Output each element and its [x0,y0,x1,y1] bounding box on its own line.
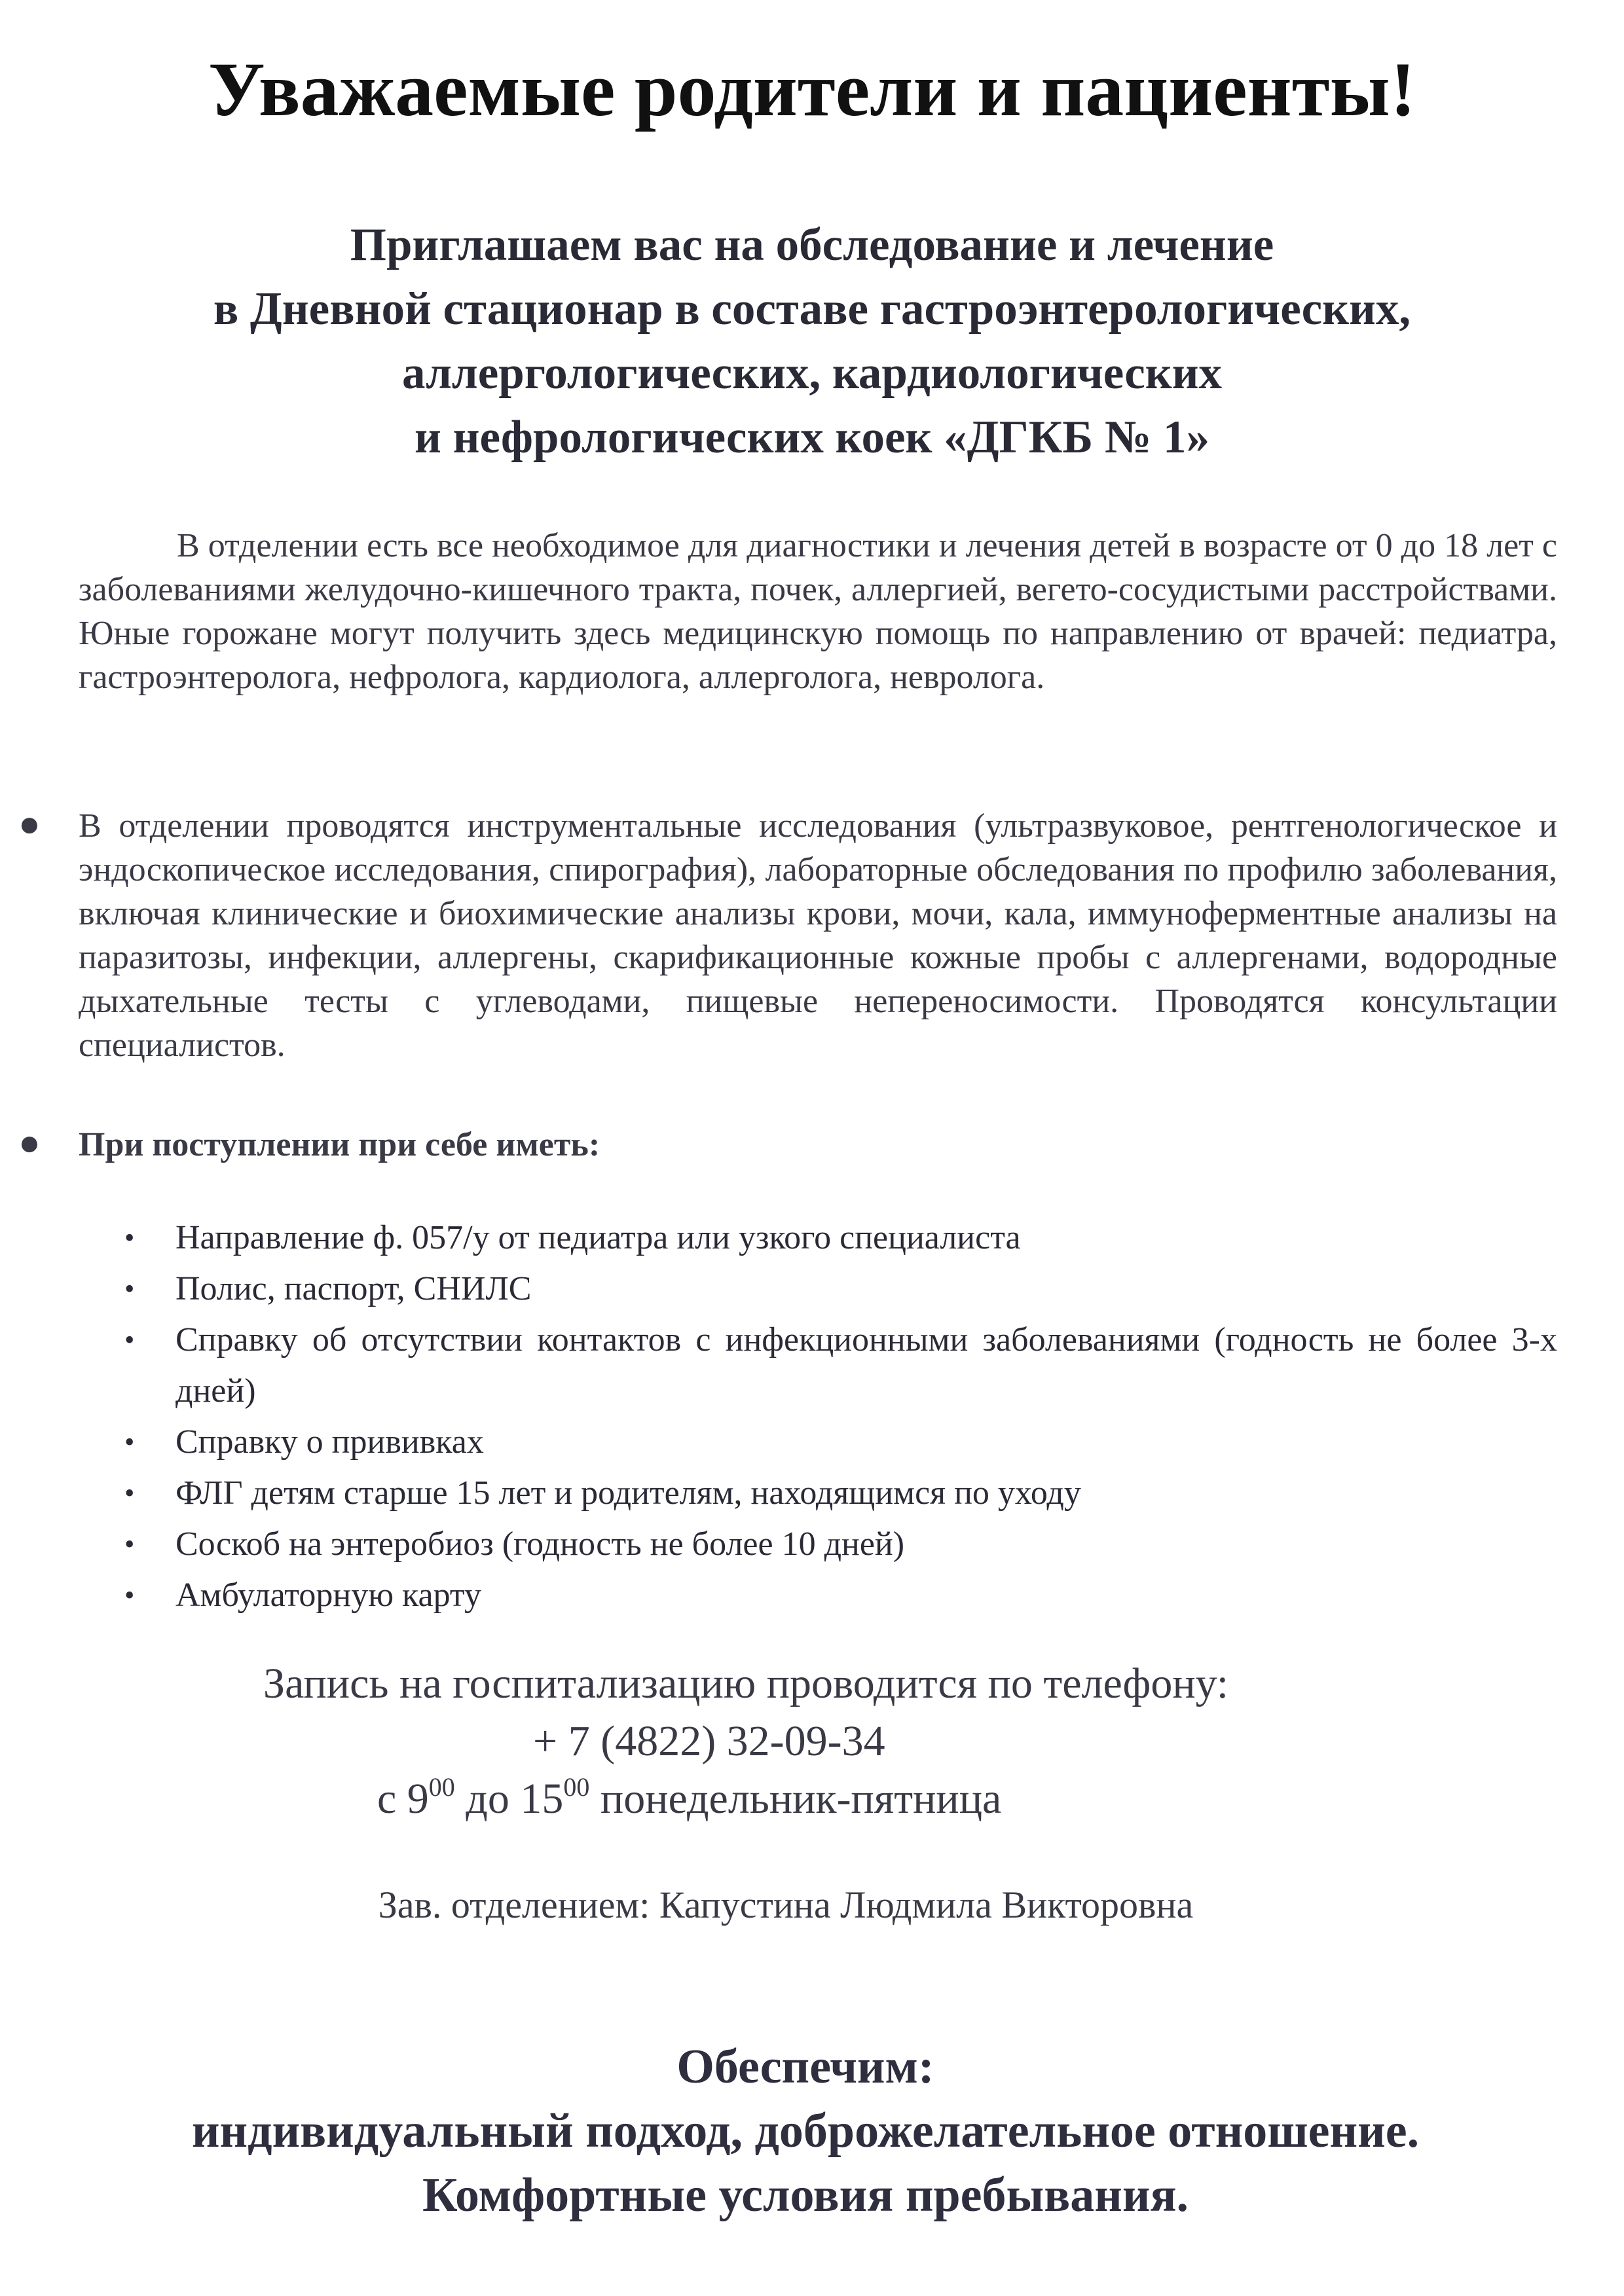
promise-line: Обеспечим: [676,2040,934,2094]
promise-line: индивидуальный подход, доброжелательное отношение. [191,2104,1420,2158]
list-item [124,1519,1557,1570]
phone-number: + 7 (4822) 32-09-34 [533,1717,885,1765]
list-item [124,1264,1557,1315]
research-paragraph: В отделении проводятся инструментальные исследования (ультразвуковое, рентгенологическое и эндоскопическое исследования, спирография), лабораторные обследования по профилю заболевания, включая клинические и биохимические анализы крови, мочи, кала, иммуноферментные анализы на паразитозы, инфекции, аллергены, скарификационные кожные пробы с аллергенами, водородные дыхательные тесты с углеводами, пищевые непереносимости. Проводятся консультации специалистов. [79,807,1557,1064]
requirement-text: Соскоб на энтеробиоз (годность не более 10 дней) [175,1525,905,1563]
intro-paragraph: В отделении есть все необходимое для диагностики и лечения детей в возрасте от 0 до 18 лет с заболеваниями желудочно-кишечного тракта, почек, аллергией, вегето-сосудистыми расстройствами. Юные горожане могут получить здесь медицинскую помощь по направлению от врачей: педиатра, гастроэнтеролога, нефролога, кардиолога, аллерголога, невролога. [79,527,1557,696]
hours-start-minutes: 00 [428,1772,455,1802]
list-item [124,1212,1557,1264]
list-item [124,1417,1557,1468]
bullet-icon: • [124,1426,135,1458]
promise-line: Комфортные условия пребывания. [422,2168,1189,2222]
list-item [124,1468,1557,1519]
subtitle-line: Приглашаем вас на обследование и лечение [350,219,1274,270]
requirement-text: Направление ф. 057/у от педиатра или узкого специалиста [175,1219,1021,1256]
list-item [124,1570,1557,1621]
bullet-icon: • [124,1477,135,1509]
bring-heading: При поступлении при себе иметь: [79,1126,600,1163]
requirement-text: Справку об отсутствии контактов с инфекционными заболеваниями (годность не более 3-х дней) [175,1321,1557,1410]
subtitle-line: аллергологических, кардиологических [401,348,1223,399]
subtitle-block [79,213,1545,469]
subtitle-line: и нефрологических коек «ДГКБ № 1» [414,412,1210,463]
working-hours [377,1770,1001,1828]
requirements-list [124,1212,1557,1621]
bullet-icon: ● [18,1123,41,1163]
bullet-icon: • [124,1324,135,1356]
hours-end-minutes: 00 [563,1772,590,1802]
hours-suffix: понедельник-пятница [589,1775,1002,1823]
bullet-icon: • [124,1528,135,1560]
hours-mid: до 15 [454,1775,564,1823]
head-of-department: Зав. отделением: Капустина Людмила Викторовна [378,1884,1194,1926]
list-item [124,1315,1557,1417]
requirement-text: ФЛГ детям старше 15 лет и родителям, находящимся по уходу [175,1474,1081,1512]
contact-intro: Запись на госпитализацию проводится по телефону: [263,1660,1229,1707]
requirement-text: Амбулаторную карту [175,1576,481,1614]
bullet-icon: • [124,1579,135,1611]
subtitle-line: в Дневной стационар в составе гастроэнтерологических, [213,283,1411,335]
hours-prefix: с 9 [377,1775,429,1823]
requirement-text: Полис, паспорт, СНИЛС [175,1270,532,1307]
requirement-text: Справку о прививках [175,1423,484,1461]
bullet-icon: • [124,1273,135,1305]
page-title: Уважаемые родители и пациенты! [208,46,1416,132]
bullet-icon: • [124,1222,135,1254]
promise-block [0,2035,1611,2227]
bullet-icon: ● [18,804,41,845]
